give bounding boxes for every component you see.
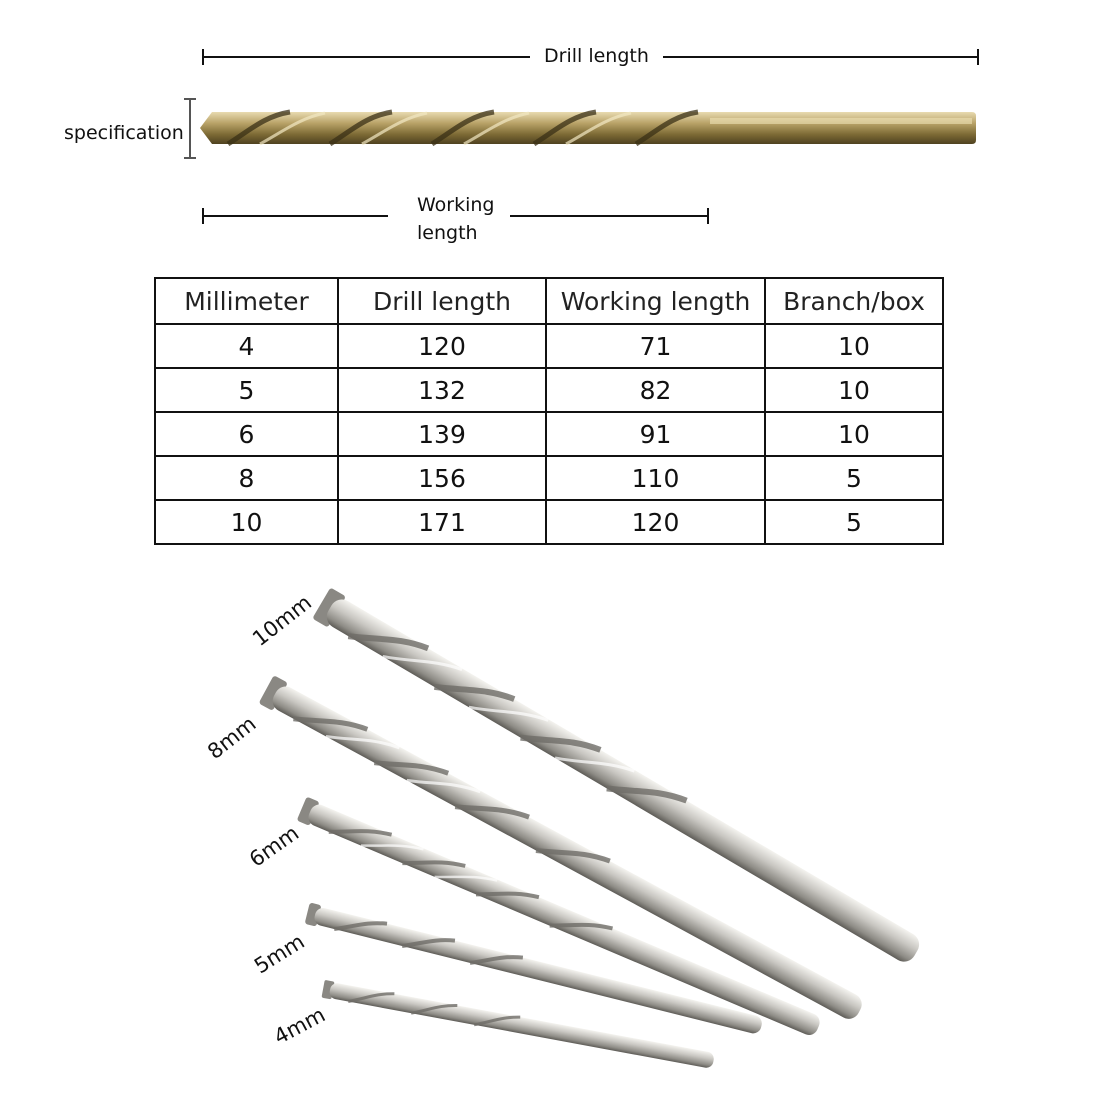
table-row [155,368,943,412]
table-cell: 71 [546,324,765,368]
drill-bits-graphics [0,560,1100,1100]
table-cell: 5 [765,500,943,544]
table-row [155,500,943,544]
table-cell: 8 [155,456,338,500]
table-cell: 5 [155,368,338,412]
table-cell: 120 [338,324,546,368]
table-cell: 10 [765,324,943,368]
table-cell: 139 [338,412,546,456]
table-cell: 120 [546,500,765,544]
specification-label: specification [64,122,184,144]
drill-bits-photo [0,560,1100,1100]
specification-table-container [154,277,944,545]
gold-drill-bit [200,112,976,144]
specification-dimension-line [184,99,196,158]
table-row [155,456,943,500]
table-cell: 82 [546,368,765,412]
size-label-8mm: 8mm [203,711,261,764]
table-cell: 5 [765,456,943,500]
table-cell: 10 [765,412,943,456]
table-cell: 10 [155,500,338,544]
column-header: Branch/box [765,278,943,324]
table-row [155,412,943,456]
specification-table [154,277,944,545]
table-row [155,324,943,368]
table-cell: 156 [338,456,546,500]
table-cell: 171 [338,500,546,544]
column-header: Millimeter [155,278,338,324]
size-label-10mm: 10mm [248,590,317,651]
table-cell: 6 [155,412,338,456]
drill-dimension-diagram [0,0,1100,260]
size-label-6mm: 6mm [245,820,304,872]
working-length-label: Working length [417,191,509,247]
size-label-4mm: 4mm [270,1002,330,1050]
table-cell: 4 [155,324,338,368]
table-cell: 132 [338,368,546,412]
table-header-row [155,278,943,324]
size-label-5mm: 5mm [250,929,309,979]
column-header: Working length [546,278,765,324]
table-cell: 110 [546,456,765,500]
table-cell: 91 [546,412,765,456]
table-cell: 10 [765,368,943,412]
column-header: Drill length [338,278,546,324]
drill-length-label: Drill length [530,44,663,68]
